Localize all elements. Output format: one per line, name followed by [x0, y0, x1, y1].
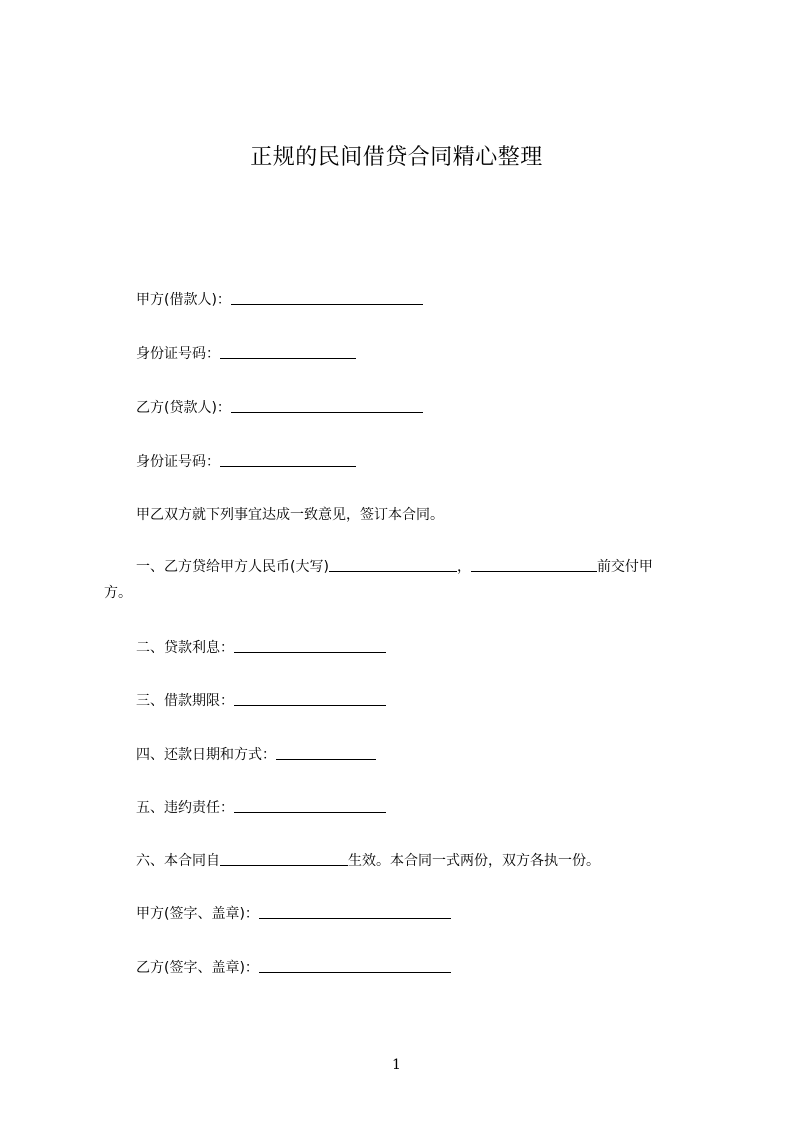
clause-5-label: 五、违约责任： — [136, 800, 234, 816]
clause-3-line — [136, 691, 386, 711]
interest-blank[interactable] — [234, 638, 386, 653]
clause-4-line — [136, 745, 376, 765]
clause-1 — [104, 554, 704, 606]
clause-1-text-b: 前交付甲 — [596, 559, 653, 575]
clause-6-text-a: 六、本合同自 — [136, 853, 220, 869]
delivery-date-blank[interactable] — [471, 557, 597, 572]
clause-6-line — [136, 851, 600, 871]
clause-1-separator: ， — [456, 559, 471, 575]
sign-b-line — [136, 958, 451, 978]
borrower-label: 甲方(借款人)： — [136, 292, 231, 308]
loan-term-blank[interactable] — [234, 691, 386, 706]
borrower-id-label: 身份证号码： — [136, 346, 220, 362]
lender-line — [136, 398, 423, 418]
clause-3-label: 三、借款期限： — [136, 693, 234, 709]
sign-a-blank[interactable] — [259, 904, 451, 919]
document-title: 正规的民间借贷合同精心整理 — [250, 145, 543, 170]
sign-b-blank[interactable] — [259, 958, 451, 973]
page-number: 1 — [392, 1057, 401, 1073]
liability-blank[interactable] — [234, 798, 386, 813]
lender-id-label: 身份证号码： — [136, 454, 220, 470]
agreement-intro: 甲乙双方就下列事宜达成一致意见，签订本合同。 — [136, 507, 444, 523]
clause-4-label: 四、还款日期和方式： — [136, 747, 276, 763]
lender-blank[interactable] — [231, 398, 423, 413]
sign-a-line — [136, 904, 451, 924]
lender-label: 乙方(贷款人)： — [136, 400, 231, 416]
lender-id-line — [136, 452, 356, 472]
borrower-line — [136, 290, 423, 310]
clause-6-text-b: 生效。本合同一式两份，双方各执一份。 — [348, 853, 600, 869]
clause-5-line — [136, 798, 386, 818]
lender-id-blank[interactable] — [220, 452, 356, 467]
sign-a-label: 甲方(签字、盖章)： — [136, 906, 259, 922]
sign-b-label: 乙方(签字、盖章)： — [136, 960, 259, 976]
clause-2-line — [136, 638, 386, 658]
amount-uppercase-blank[interactable] — [329, 557, 457, 572]
effective-date-blank[interactable] — [220, 851, 348, 866]
clause-2-label: 二、贷款利息： — [136, 640, 234, 656]
repayment-blank[interactable] — [276, 745, 376, 760]
borrower-id-blank[interactable] — [220, 344, 356, 359]
borrower-blank[interactable] — [231, 290, 423, 305]
clause-1-text-c: 方。 — [104, 585, 132, 601]
borrower-id-line — [136, 344, 356, 364]
clause-1-text-a: 一、乙方贷给甲方人民币(大写) — [136, 559, 329, 575]
